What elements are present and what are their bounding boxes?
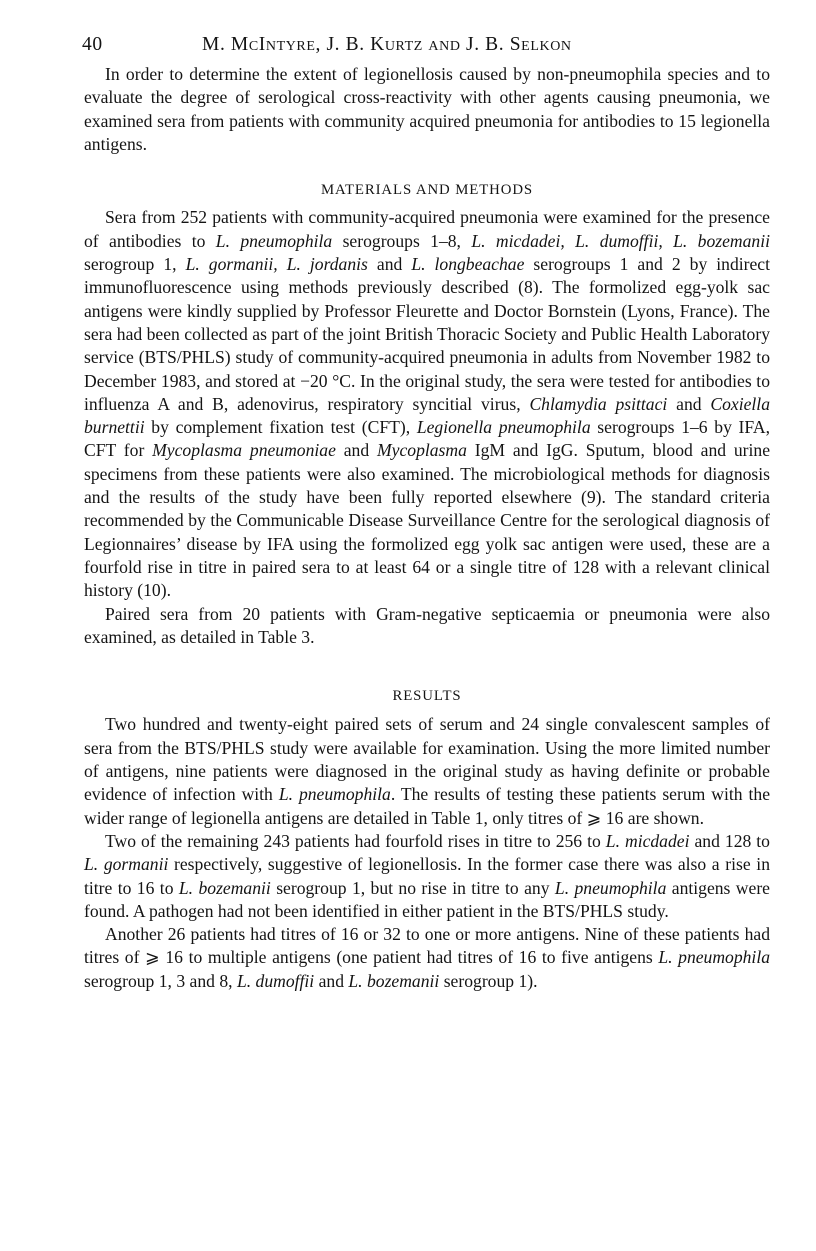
text-run: by complement fixation test (CFT),	[144, 417, 417, 438]
text-run: . The results of testing these patients serum with the wider range of legionella antigens are detailed in Table 1, only titres of ⩾ 16 are shown.	[84, 784, 771, 828]
text-run: antigens were found. A pathogen had not been identified in either patient in the BTS/PHLS study.	[84, 877, 770, 921]
intro-paragraph: In order to determine the extent of legionellosis caused by non-pneumophila species and to evaluate the degree of serological cross-reactivity with other agents causing pneumonia, we examined sera from patients with community acquired pneumonia for antibodies to 15 legionella antigens.	[84, 64, 770, 154]
text-run: serogroups 1 and 2 by indirect immunofluorescence using methods previously described (8). The formolized egg-yolk sac antigens were kindly supplied by Professor Fleurette and Doctor Bornstein (Lyons, France). The sera had been collected as part of the joint British Thoracic Society and Public Health Laboratory service (BTS/PHLS) study of community-acquired pneumonia in adults from November 1982 to December 1983, and stored at −20 °C. In the original study, the sera were tested for antibodies to influenza A and B, adenovirus, respiratory syncitial virus,	[84, 254, 770, 414]
species-name: L. pneumophila	[278, 784, 391, 805]
species-name: L. bozemanii	[348, 970, 440, 991]
results-paragraph-1	[84, 713, 770, 829]
text-run: and	[667, 393, 711, 414]
text-run: respectively, suggestive of legionellosis. In the former case there was also a rise in titre to 16 to	[84, 854, 770, 898]
text-run: serogroup 1,	[84, 254, 186, 275]
text-run: and	[335, 440, 377, 461]
species-name: Chlamydia psittaci	[529, 393, 668, 414]
text-run: Two of the remaining 243 patients had fourfold rises in titre to 256 to	[105, 830, 606, 851]
text-run: and 128 to	[689, 830, 770, 851]
species-name: Mycoplasma pneumoniae	[152, 440, 336, 461]
results-paragraph-3	[84, 923, 770, 993]
text-run: Sera from 252 patients with community-acquired pneumonia were examined for the presence of antibodies to	[84, 207, 770, 251]
species-name: L. pneumophila	[658, 947, 771, 968]
species-name: Coxiella burnettii	[84, 393, 770, 438]
text-run: IgM and IgG. Sputum, blood and urine specimens from these patients were also examined. The microbiological methods for diagnosis and the results of the study have been fully reported elsewhere (9). The standard criteria recommended by the Communicable Disease Surveillance Centre for the serological diagnosis of Legionnaires’ disease by IFA using the formolized egg yolk sac antigen were used, these are a fourfold rise in titre in paired sera to at least 64 or a single titre of 128 with a relevant clinical history (10).	[84, 440, 771, 601]
results-heading: RESULTS	[392, 688, 462, 705]
methods-heading: MATERIALS AND METHODS	[320, 182, 534, 199]
text-run: serogroups 1–6 by IFA, CFT for	[84, 417, 770, 461]
species-name: L. dumoffii	[236, 970, 315, 991]
species-name: L. micdadei, L. dumoffii, L. bozemanii	[471, 230, 770, 251]
text-run: Two hundred and twenty-eight paired sets of serum and 24 single convalescent samples of sera from the BTS/PHLS study were available for examination. Using the more limited number of antigens, nine patients were diagnosed in the original study as having definite or probable evidence of infection with	[84, 714, 770, 805]
text-run: serogroup 1, 3 and 8,	[84, 970, 237, 991]
methods-paragraph-1	[84, 206, 770, 602]
species-name: Legionella pneumophila	[416, 417, 591, 438]
species-name: Mycoplasma	[377, 440, 467, 461]
methods-paragraph-2: Paired sera from 20 patients with Gram-negative septicaemia or pneumonia were also examined, as detailed in Table 3.	[84, 603, 770, 647]
text-run: and	[314, 970, 349, 991]
text-run: serogroup 1, but no rise in titre to any	[270, 877, 555, 898]
species-name: L. bozemanii	[178, 877, 271, 898]
species-name: L. micdadei	[605, 830, 690, 851]
species-name: L. gormanii	[84, 854, 169, 875]
article-body	[84, 63, 770, 993]
running-head-authors: M. McIntyre, J. B. Kurtz and J. B. Selkon	[202, 34, 572, 55]
results-paragraph-2	[84, 830, 770, 923]
species-name: L. pneumophila	[215, 230, 333, 251]
species-name: L. longbeachae	[411, 254, 525, 275]
text-run: serogroup 1).	[439, 970, 538, 991]
running-head	[82, 34, 772, 60]
text-run: Another 26 patients had titres of 16 or 32 to one or more antigens. Nine of these patients had titres of ⩾ 16 to multiple antigens (one patient had titres of 16 to five antigens	[84, 924, 770, 968]
text-run: and	[367, 254, 412, 275]
text-run: serogroups 1–8,	[332, 230, 472, 251]
species-name: L. gormanii, L. jordanis	[185, 254, 368, 275]
page-number: 40	[82, 34, 103, 55]
species-name: L. pneumophila	[554, 877, 667, 898]
